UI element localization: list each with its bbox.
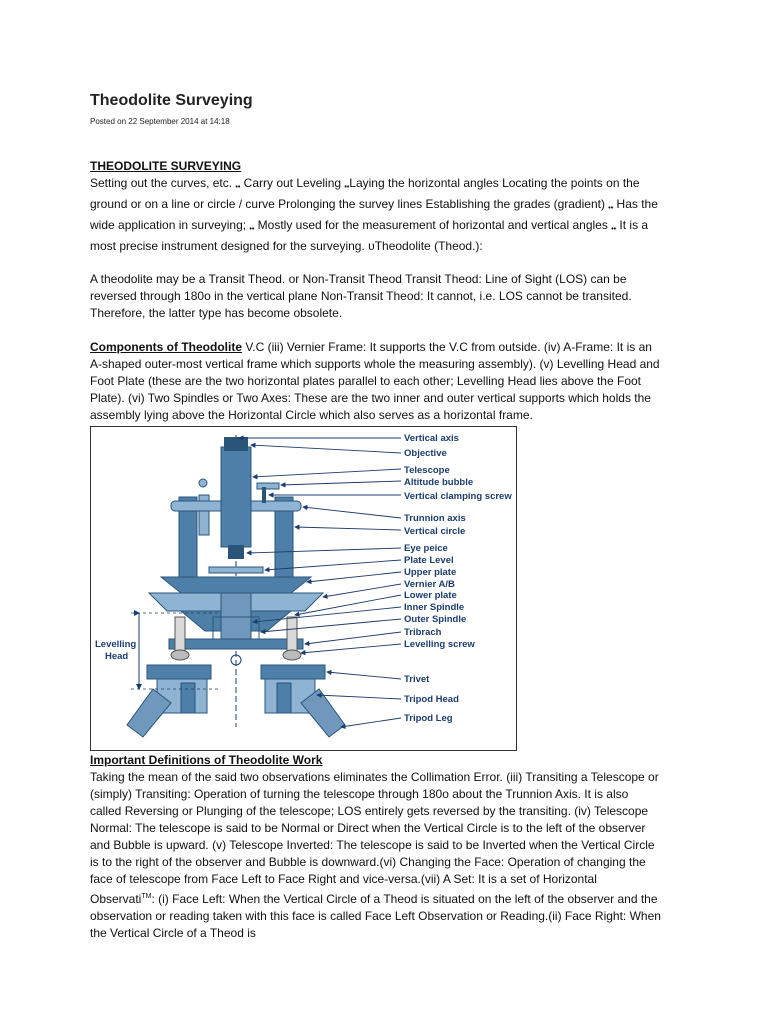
trademark-mark: TM xyxy=(141,893,152,900)
page-title: Theodolite Surveying xyxy=(90,92,253,109)
bullet-marker: •• xyxy=(235,184,241,191)
label-tribrach: Tribrach xyxy=(404,627,442,638)
label-telescope: Telescope xyxy=(404,465,450,476)
intro-paragraph: Setting out the curves, etc. •• Carry out Leveling ••Laying the horizontal angles Locating the points on the ground or on a line or circle / curve Prolonging the survey lines Establishing the grades (gradient) •• Has the wide application in surveying; •• Mostly used for the measurement of horizontal and vertical angles •• It is a most precise instrument designed for the surveying. υTheodolite (Theod.): xyxy=(90,176,658,253)
tribrach xyxy=(169,639,303,649)
trivet-left xyxy=(147,665,211,679)
bullet-marker: •• xyxy=(249,226,255,233)
inner-spindle xyxy=(221,593,251,643)
label-objective: Objective xyxy=(404,448,447,459)
part-labels xyxy=(404,433,512,724)
definitions-paragraph: Taking the mean of the said two observations eliminates the Collimation Error. (iii) Transiting a Telescope or (simply) Transiting: Operation of turning the telescope through 180o about the Trunnion Axis. It is also called Reversing or Plunging of the telescope; LOS entirely gets reversed by the transiting. (iv) Telescope Normal: The telescope is said to be Normal or Direct when the Vertical Circle is to the left of the observer and Bubble is upward. (v) Telescope Inverted: The telescope is said to be Inverted when the Vertical Circle is to the right of the observer and Bubble is downward.(vi) Changing the Face: Operation of changing the face of telescope from Face Left to Face Right and vice-versa.(vii) A Set: It is a set of Horizontal Observati™: (i) Face Left: When the Vertical Circle of a Theod is situated on the left of the observer and the observation or reading taken with this face is called Face Left Observation or Reading.(ii) Face Right: When the Vertical Circle of a Theod is xyxy=(90,770,661,940)
bullet-marker: •• xyxy=(344,184,350,191)
theodolite-diagram xyxy=(90,426,517,751)
plate-level xyxy=(209,567,263,573)
section-heading-components: Components of Theodolite xyxy=(90,340,242,354)
levelling-screw-left xyxy=(175,617,185,653)
bullet-marker: •• xyxy=(608,205,614,212)
section-heading-theodolite-surveying: THEODOLITE SURVEYING xyxy=(90,159,242,173)
label-trunnion-axis: Trunnion axis xyxy=(404,513,466,524)
label-levelling-screw: Levelling screw xyxy=(404,639,475,650)
levelling-head-label-2: Head xyxy=(105,651,129,662)
bullet-marker: •• xyxy=(611,226,617,233)
telescope-body xyxy=(221,447,251,547)
section-heading-definitions: Important Definitions of Theodolite Work xyxy=(90,753,323,767)
theodolite-diagram-svg xyxy=(91,427,516,750)
theodolite-types-paragraph: A theodolite may be a Transit Theod. or Non-Transit Theod Transit Theod: Line of Sight (LOS) can be reversed through 180o in the vertical plane Non-Transit Theod: It cannot, i.e. LOS cannot be transited. Therefore, the latter type has become obsolete. xyxy=(90,272,632,320)
upper-plate xyxy=(161,577,311,593)
components-paragraph: Components of Theodolite V.C (iii) Vernier Frame: It supports the V.C from outside. (iv) A-Frame: It is an A-shaped outer-most vertical frame which supports whole the measuring assembly). (v) Levelling Head and Foot Plate (these are the two horizontal plates parallel to each other; Levelling Head lies above the Foot Plate). (vi) Two Spindles or Two Axes: These are the two inner and outer vertical supports which holds the assembly lying above the Horizontal Circle which also serves as a horizontal frame. xyxy=(90,340,660,422)
label-plate-level: Plate Level xyxy=(404,555,454,566)
label-trivet: Trivet xyxy=(404,674,430,685)
label-altitude-bubble: Altitude bubble xyxy=(404,477,474,488)
label-vernier: Vernier A/B xyxy=(404,579,455,590)
label-upper-plate: Upper plate xyxy=(404,567,457,578)
levelling-head-label-1: Levelling xyxy=(95,639,137,650)
clamp-knob xyxy=(199,479,207,487)
objective-lens xyxy=(224,437,248,451)
label-outer-spindle: Outer Spindle xyxy=(404,614,467,625)
label-vertical-axis: Vertical axis xyxy=(404,433,459,444)
posted-date: Posted on 22 September 2014 at 14:18 xyxy=(90,117,230,126)
label-vertical-circle: Vertical circle xyxy=(404,526,466,537)
label-eye-piece: Eye peice xyxy=(404,543,448,554)
altitude-bubble xyxy=(257,483,279,489)
trivet-right xyxy=(261,665,325,679)
article-body-bottom xyxy=(90,752,662,942)
label-tripod-head: Tripod Head xyxy=(404,694,459,705)
clamping-screw xyxy=(262,487,266,503)
eyepiece xyxy=(228,545,244,559)
article-body-top xyxy=(90,158,662,441)
label-lower-plate: Lower plate xyxy=(404,590,457,601)
label-vertical-clamping-screw: Vertical clamping screw xyxy=(404,491,512,502)
label-inner-spindle: Inner Spindle xyxy=(404,602,465,613)
label-tripod-leg: Tripod Leg xyxy=(404,713,453,724)
levelling-screw-right xyxy=(287,617,297,653)
